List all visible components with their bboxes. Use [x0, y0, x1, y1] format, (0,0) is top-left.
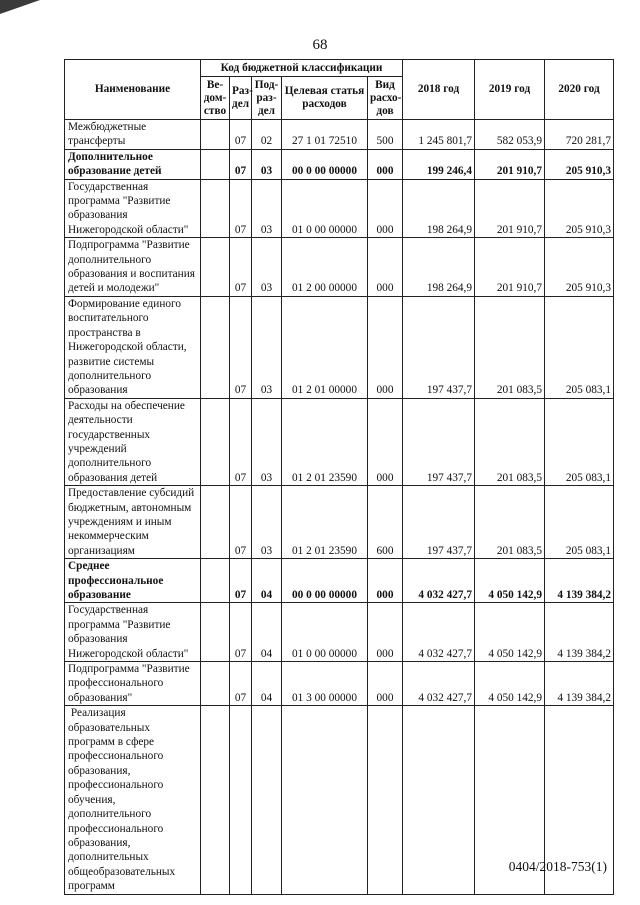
- cell-y2020: 720 281,7: [545, 120, 614, 150]
- cell-vid: 000: [368, 179, 403, 238]
- header-podrazdel: Под- раз- дел: [252, 77, 282, 120]
- cell-vid: 600: [368, 486, 403, 559]
- cell-y2020: 4 139 384,2: [545, 603, 614, 662]
- cell-y2020: 205 083,1: [545, 296, 614, 398]
- cell-razdel: 07: [230, 662, 252, 706]
- cell-y2019: 201 910,7: [475, 238, 545, 297]
- cell-y2018: 198 264,9: [403, 238, 475, 297]
- cell-ved: [201, 296, 230, 398]
- table-row: [65, 603, 614, 662]
- cell-y2018: 197 437,7: [403, 296, 475, 398]
- cell-target: 01 0 00 00000: [282, 179, 368, 238]
- cell-podrazdel: 03: [252, 179, 282, 238]
- cell-y2019: 201 083,5: [475, 398, 545, 485]
- cell-name: Предоставление субсидий бюджетным, автономным учреждениям и иным некоммерческим организациям: [65, 486, 201, 559]
- cell-podrazdel: 04: [252, 603, 282, 662]
- cell-podrazdel: 04: [252, 662, 282, 706]
- cell-y2019: 582 053,9: [475, 120, 545, 150]
- header-code-group: Код бюджетной классификации: [201, 60, 403, 77]
- cell-razdel: 07: [230, 120, 252, 150]
- cell-y2019: 4 050 142,9: [475, 662, 545, 706]
- cell-y2019: 201 910,7: [475, 179, 545, 238]
- cell-razdel: 07: [230, 486, 252, 559]
- cell-ved: [201, 398, 230, 485]
- cell-y2020: 205 910,3: [545, 238, 614, 297]
- cell-vid: 000: [368, 662, 403, 706]
- cell-podrazdel: 04: [252, 559, 282, 603]
- cell-target: 01 2 00 00000: [282, 238, 368, 297]
- cell-razdel: 07: [230, 238, 252, 297]
- cell-razdel: 07: [230, 296, 252, 398]
- cell-ved: [201, 559, 230, 603]
- cell-y2019: 201 910,7: [475, 149, 545, 179]
- cell-vid: 000: [368, 398, 403, 485]
- header-ved: Ве- дом- ство: [201, 77, 230, 120]
- cell-ved: [201, 238, 230, 297]
- cell-target: 01 3 00 00000: [282, 662, 368, 706]
- cell-vid: 500: [368, 120, 403, 150]
- document-code: 0404/2018-753(1): [508, 859, 607, 874]
- header-2019: 2019 год: [475, 60, 545, 120]
- cell-y2018: [403, 706, 475, 894]
- cell-target: 01 2 01 23590: [282, 398, 368, 485]
- table-row: [65, 486, 614, 559]
- cell-name: Государственная программа "Развитие образования Нижегородской области": [65, 603, 201, 662]
- cell-y2020: 205 910,3: [545, 149, 614, 179]
- cell-vid: 000: [368, 296, 403, 398]
- header-razdel: Раз- дел: [230, 77, 252, 120]
- cell-y2020: 205 910,3: [545, 179, 614, 238]
- cell-razdel: 07: [230, 398, 252, 485]
- table-body: [65, 120, 614, 895]
- cell-razdel: 07: [230, 179, 252, 238]
- cell-target: 01 2 01 23590: [282, 486, 368, 559]
- table-row: [65, 559, 614, 603]
- cell-y2018: 4 032 427,7: [403, 662, 475, 706]
- cell-y2018: 4 032 427,7: [403, 559, 475, 603]
- cell-vid: 000: [368, 149, 403, 179]
- table-row: [65, 120, 614, 150]
- cell-y2020: 205 083,1: [545, 486, 614, 559]
- cell-name: Формирование единого воспитательного пространства в Нижегородской области, развитие системы дополнительного образования: [65, 296, 201, 398]
- cell-razdel: [230, 706, 252, 894]
- cell-podrazdel: [252, 706, 282, 894]
- cell-ved: [201, 603, 230, 662]
- cell-name: Реализация образовательных программ в сфере профессионального образования, профессионального обучения, дополнительного профессионального образования, дополнительных общеобразовательных программ: [65, 706, 201, 894]
- cell-y2019: 4 050 142,9: [475, 603, 545, 662]
- cell-podrazdel: 03: [252, 296, 282, 398]
- table-row: [65, 149, 614, 179]
- cell-podrazdel: 02: [252, 120, 282, 150]
- cell-y2018: 1 245 801,7: [403, 120, 475, 150]
- cell-name: Подпрограмма "Развитие профессионального образования": [65, 662, 201, 706]
- cell-y2019: 201 083,5: [475, 486, 545, 559]
- table-row: [65, 398, 614, 485]
- table-row: [65, 662, 614, 706]
- cell-razdel: 07: [230, 559, 252, 603]
- table-row: [65, 179, 614, 238]
- header-2020: 2020 год: [545, 60, 614, 120]
- header-target: Целевая статья расходов: [282, 77, 368, 120]
- cell-y2020: 4 139 384,2: [545, 559, 614, 603]
- cell-razdel: 07: [230, 603, 252, 662]
- cell-ved: [201, 149, 230, 179]
- cell-target: 00 0 00 00000: [282, 559, 368, 603]
- cell-target: [282, 706, 368, 894]
- cell-podrazdel: 03: [252, 149, 282, 179]
- cell-name: Расходы на обеспечение деятельности государственных учреждений дополнительного образования детей: [65, 398, 201, 485]
- cell-y2019: 201 083,5: [475, 296, 545, 398]
- cell-y2018: 199 246,4: [403, 149, 475, 179]
- page-number: 68: [312, 37, 328, 53]
- cell-podrazdel: 03: [252, 238, 282, 297]
- cell-name: Подпрограмма "Развитие дополнительного образования и воспитания детей и молодежи": [65, 238, 201, 297]
- cell-target: 00 0 00 00000: [282, 149, 368, 179]
- cell-y2018: 4 032 427,7: [403, 603, 475, 662]
- cell-podrazdel: 03: [252, 398, 282, 485]
- cell-ved: [201, 706, 230, 894]
- cell-target: 27 1 01 72510: [282, 120, 368, 150]
- cell-podrazdel: 03: [252, 486, 282, 559]
- cell-y2019: 4 050 142,9: [475, 559, 545, 603]
- table-row: [65, 296, 614, 398]
- cell-vid: 000: [368, 559, 403, 603]
- cell-y2020: 205 083,1: [545, 398, 614, 485]
- cell-ved: [201, 120, 230, 150]
- cell-name: Государственная программа "Развитие образования Нижегородской области": [65, 179, 201, 238]
- cell-name: Межбюджетные трансферты: [65, 120, 201, 150]
- scan-corner-mark: [0, 0, 40, 14]
- cell-name: Дополнительное образование детей: [65, 149, 201, 179]
- cell-y2018: 197 437,7: [403, 398, 475, 485]
- header-2018: 2018 год: [403, 60, 475, 120]
- header-name: Наименование: [65, 60, 201, 120]
- cell-vid: 000: [368, 238, 403, 297]
- cell-vid: [368, 706, 403, 894]
- cell-y2018: 198 264,9: [403, 179, 475, 238]
- budget-table: [64, 59, 614, 895]
- cell-ved: [201, 179, 230, 238]
- cell-name: Среднее профессиональное образование: [65, 559, 201, 603]
- cell-ved: [201, 486, 230, 559]
- header-vid: Вид расхо- дов: [368, 77, 403, 120]
- cell-target: 01 0 00 00000: [282, 603, 368, 662]
- cell-ved: [201, 662, 230, 706]
- cell-y2020: 4 139 384,2: [545, 662, 614, 706]
- cell-y2018: 197 437,7: [403, 486, 475, 559]
- table-row: [65, 238, 614, 297]
- cell-razdel: 07: [230, 149, 252, 179]
- cell-vid: 000: [368, 603, 403, 662]
- cell-target: 01 2 01 00000: [282, 296, 368, 398]
